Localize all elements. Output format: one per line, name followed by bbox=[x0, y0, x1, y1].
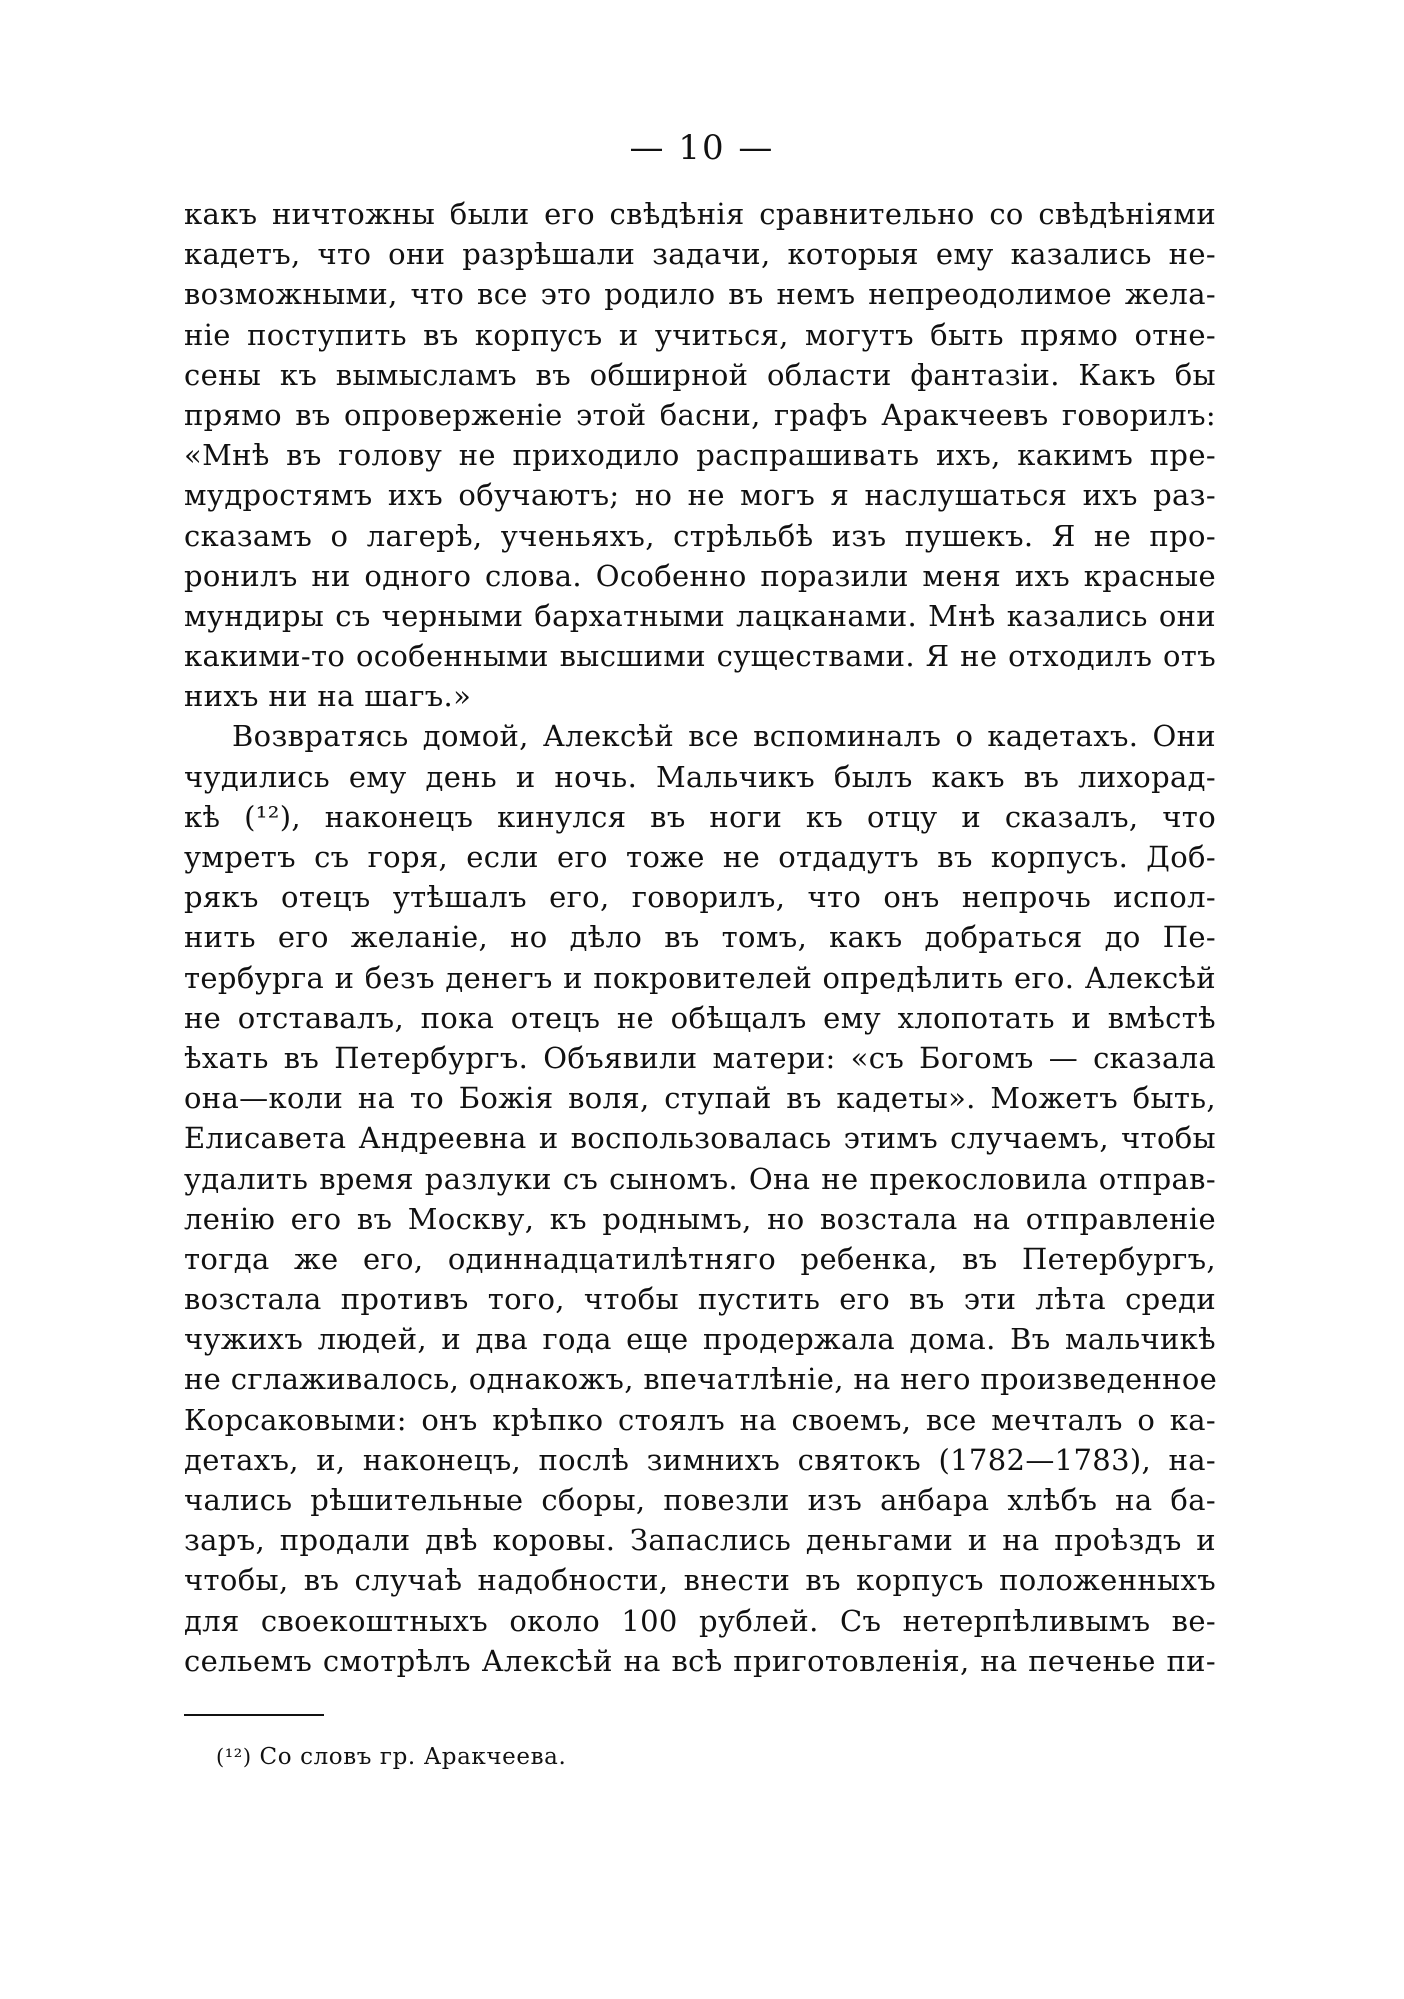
text-line: Корсаковыми: онъ крѣпко стоялъ на своемъ, все мечталъ о ка- bbox=[184, 1402, 1216, 1437]
page-number: — 10 — bbox=[629, 128, 775, 168]
text-line: кадетъ, что они разрѣшали задачи, которыя ему казались не- bbox=[184, 237, 1216, 272]
text-line: мудростямъ ихъ обучаютъ; но не могъ я наслушаться ихъ раз- bbox=[184, 478, 1216, 513]
text-line: не сглаживалось, однакожъ, впечатлѣніе, на него произведенное bbox=[184, 1362, 1218, 1397]
text-line: умретъ съ горя, если его тоже не отдадутъ въ корпусъ. Доб- bbox=[184, 840, 1216, 874]
text-line: Елисавета Андреевна и воспользовалась этимъ случаемъ, чтобы bbox=[184, 1121, 1216, 1156]
footnote-text: Со словъ гр. Аракчеева. bbox=[259, 1744, 567, 1770]
text-line: тербурга и безъ денегъ и покровителей опредѣлить его. Алексѣй bbox=[184, 960, 1216, 995]
text-line: чтобы, въ случаѣ надобности, внести въ корпусъ положенныхъ bbox=[184, 1563, 1216, 1598]
text-line: возстала противъ того, чтобы пустить его въ эти лѣта среди bbox=[184, 1282, 1216, 1317]
text-line: чудились ему день и ночь. Мальчикъ былъ какъ въ лихорад- bbox=[184, 759, 1216, 794]
footnote-marker: (¹²) bbox=[216, 1745, 252, 1769]
text-line: какъ ничтожны были его свѣдѣнія сравнительно со свѣдѣніями bbox=[184, 197, 1216, 231]
text-line: какими-то особенными высшими существами. Я не отходилъ отъ bbox=[184, 639, 1216, 674]
text-line: удалить время разлуки съ сыномъ. Она не прекословила отправ- bbox=[184, 1161, 1216, 1196]
text-line: сены къ вымысламъ въ обширной области фантазіи. Какъ бы bbox=[184, 357, 1216, 392]
text-line: чались рѣшительные сборы, повезли изъ анбара хлѣбъ на ба- bbox=[184, 1483, 1216, 1517]
footnote-divider bbox=[184, 1714, 324, 1716]
text-line: нихъ ни на шагъ.» bbox=[184, 679, 472, 714]
text-line: сказамъ о лагерѣ, ученьяхъ, стрѣльбѣ изъ пушекъ. Я не про- bbox=[184, 518, 1216, 553]
text-line: детахъ, и, наконецъ, послѣ зимнихъ святокъ (1782—1783), на- bbox=[184, 1442, 1216, 1477]
text-line: ленію его въ Москву, къ роднымъ, но возстала на отправленіе bbox=[184, 1201, 1216, 1236]
footnote bbox=[216, 1742, 566, 1772]
text-line: чужихъ людей, и два года еще продержала дома. Въ мальчикѣ bbox=[184, 1322, 1216, 1357]
text-line: для своекоштныхъ около 100 рублей. Съ нетерпѣливымъ ве- bbox=[184, 1603, 1216, 1638]
text-line: не отставалъ, пока отецъ не обѣщалъ ему хлопотать и вмѣстѣ bbox=[184, 1000, 1216, 1035]
text-line: ѣхать въ Петербургъ. Объявили матери: «съ Богомъ — сказала bbox=[184, 1040, 1216, 1075]
text-line: ронилъ ни одного слова. Особенно поразили меня ихъ красные bbox=[184, 558, 1216, 593]
text-line: прямо въ опроверженіе этой басни, графъ Аракчеевъ говорилъ: bbox=[184, 397, 1216, 432]
text-line: рякъ отецъ утѣшалъ его, говорилъ, что онъ непрочь испол- bbox=[184, 880, 1216, 915]
text-line: нить его желаніе, но дѣло въ томъ, какъ добраться до Пе- bbox=[184, 920, 1216, 955]
text-line: «Мнѣ въ голову не приходило распрашивать ихъ, какимъ пре- bbox=[184, 438, 1216, 473]
text-line: кѣ (¹²), наконецъ кинулся въ ноги къ отцу и сказалъ, что bbox=[184, 799, 1216, 834]
text-line: заръ, продали двѣ коровы. Запаслись деньгами и на проѣздъ и bbox=[184, 1523, 1216, 1558]
text-line: мундиры съ черными бархатными лацканами. Мнѣ казались они bbox=[184, 598, 1216, 633]
text-line: тогда же его, одиннадцатилѣтняго ребенка, въ Петербургъ, bbox=[184, 1241, 1216, 1276]
body-text bbox=[184, 194, 1216, 1681]
text-line: Возвратясь домой, Алексѣй все вспоминалъ о кадетахъ. Они bbox=[232, 719, 1216, 754]
text-line: возможными, что все это родило въ немъ непреодолимое жела- bbox=[184, 277, 1216, 312]
text-line: сельемъ смотрѣлъ Алексѣй на всѣ приготовленія, на печенье пи- bbox=[184, 1643, 1216, 1678]
text-line: ніе поступить въ корпусъ и учиться, могутъ быть прямо отне- bbox=[184, 317, 1216, 352]
text-line: она—коли на то Божія воля, ступай въ кадеты». Можетъ быть, bbox=[184, 1081, 1216, 1116]
